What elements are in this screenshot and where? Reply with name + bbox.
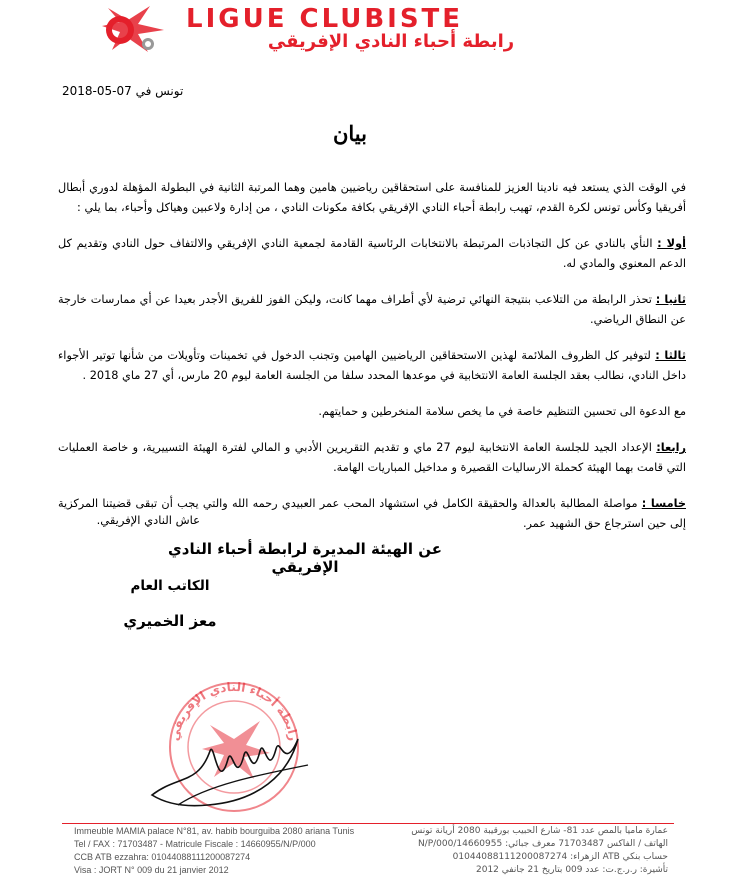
document-title: بيان — [332, 121, 367, 146]
point-4-text: الإعداد الجيد للجلسة العامة الانتخابية ليوم 27 ماي و تقديم التقريرين الأدبي و المالي لفترة الهيئة التسييرية، و خاصة العمليات التي قامت بهما الهيئة كحملة الارساليات القصيرة و مداخيل المباريات الهامة. — [58, 441, 686, 474]
intro-paragraph: في الوقت الذي يستعد فيه نادينا العزيز للمنافسة على استحقاقين رياضيين هامين وهما المرتبة الثانية في البطولة المؤهلة لدوري أبطال أفريقيا وكأس تونس لكرة القدم، تهيب رابطة أحباء النادي الإفريقي بكافة مكونات النادي ، من إدارة ولاعبين وهياكل وأحباء، بما يلي : — [58, 181, 686, 214]
footer-phone: Tel / FAX : 71703487 - Matricule Fiscale : 14660955/N/P/000 — [74, 839, 316, 849]
point-4-paragraph — [58, 438, 686, 478]
official-stamp-icon — [148, 655, 318, 820]
footer-visa: Visa : JORT N° 009 du 21 janvier 2012 — [74, 865, 229, 875]
footer-visa-ar: تأشيرة: ر.ر.ج.ت: عدد 009 بتاريخ 21 جانفي 2012 — [476, 865, 668, 875]
point-1-text: النأي بالنادي عن كل التجاذبات المرتبطة بالانتخابات الرئاسية القادمة لجمعية النادي الإفريقي والالتفاف حول النادي وتقديم كل الدعم المعنوي والمادي له. — [58, 237, 686, 270]
statement-body — [58, 178, 686, 550]
closing-salute: عاش النادي الإفريقي. — [96, 513, 200, 527]
point-3-extra: مع الدعوة الى تحسين التنظيم خاصة في ما يخص سلامة المنخرطين و حمايتهم. — [318, 405, 686, 418]
signatory-role: الكاتب العام — [130, 578, 210, 594]
signatory-on-behalf: عن الهيئة المديرة لرابطة أحباء النادي الإفريقي — [168, 540, 442, 576]
signatory-name: معز الخميري — [123, 612, 217, 630]
footer-bank: CCB ATB ezzahra: 01044088111200087274 — [74, 852, 251, 862]
stamp-ring-text: رابطة أحباء النادي الإفريقي — [167, 679, 301, 742]
point-2-lead: ثانيا : — [655, 293, 686, 306]
brand-arabic-name: رابطة أحباء النادي الإفريقي — [267, 31, 515, 52]
footer-latin-contact — [74, 825, 384, 877]
point-1-lead: أولا : — [657, 237, 686, 250]
point-5-text: مواصلة المطالبة بالعدالة والحقيقة الكامل في استشهاد المحب عمر العبيدي رحمه الله والتي يجب أن تبقى قضيتنا المركزية إلى حين استرجاع حق الشهيد عمر. — [58, 497, 686, 530]
svg-text:رابطة أحباء النادي الإفريقي — [167, 680, 300, 742]
footer-divider — [62, 823, 674, 824]
point-4-lead: رابعا: — [656, 441, 687, 454]
letterhead — [0, 0, 738, 62]
document-city: تونس في — [135, 84, 184, 98]
point-3-text: لتوفير كل الظروف الملائمة لهذين الاستحقاقين الرياضيين الهامين وتجنب الدخول في تخمينات وتأويلات من شأنها توتير الأجواء داخل النادي، نطالب بعقد الجلسة العامة الانتخابية في موعدها المحدد سلفا من الجلسة العامة ليوم 20 مارس، أي 27 ماي 2018 . — [58, 349, 686, 382]
point-3-paragraph — [58, 346, 686, 386]
club-logo-icon — [98, 0, 170, 56]
brand-latin-name: LIGUE CLUBISTE — [186, 4, 464, 34]
footer-bank-ar: حساب بنكي ATB الزهراء: 01044088111200087274 — [452, 852, 668, 862]
point-2-text: تحذر الرابطة من التلاعب بنتيجة النهائي ترضية لأي أطراف مهما كانت، وليكن الفوز للفريق الأجدر بعيدا عن أي ممارسات خارجة عن النطاق الرياضي. — [58, 293, 686, 326]
point-5-lead: خامسا : — [641, 497, 686, 510]
document-date: 2018-05-07 — [62, 84, 132, 98]
footer-address: Immeuble MAMIA palace N°81, av. habib bourguiba 2080 ariana Tunis — [74, 826, 355, 836]
document-date-line — [62, 84, 183, 98]
point-1-paragraph — [58, 234, 686, 274]
point-2-paragraph — [58, 290, 686, 330]
footer-phone-ar: الهاتف / الفاكس 71703487 معرف جبائي: 14660955/N/P/000 — [417, 839, 668, 849]
footer-address-ar: عمارة ماميا بالمص عدد 81- شارع الحبيب بورقيبة 2080 أريانة تونس — [411, 826, 668, 836]
point-3-lead: ثالثا : — [655, 349, 686, 362]
footer-arabic-contact — [394, 825, 668, 877]
